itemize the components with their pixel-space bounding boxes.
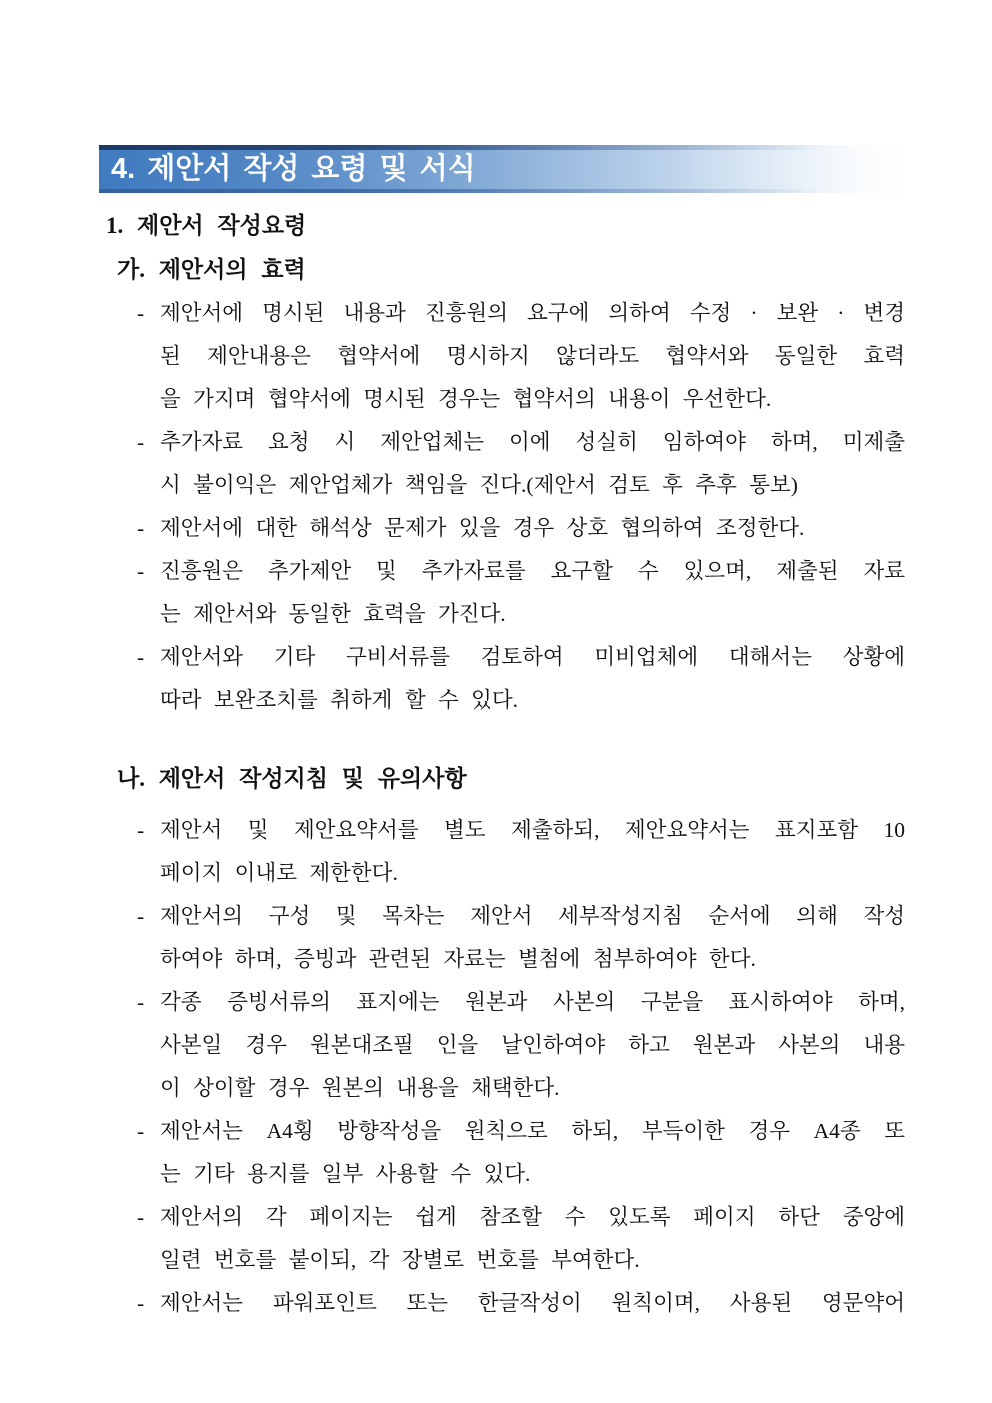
- bullet-item: [137, 981, 905, 1110]
- bullet-dash: -: [137, 301, 145, 325]
- bullet-line: 각종 증빙서류의 표지에는 원본과 사본의 구분을 표시하여야 하며,: [160, 990, 905, 1014]
- bullet-line: 제안서는 A4횡 방향작성을 원칙으로 하되, 부득이한 경우 A4종 또: [160, 1119, 905, 1143]
- bullet-line: 사본일 경우 원본대조필 인을 날인하여야 하고 원본과 사본의 내용: [160, 1033, 905, 1057]
- bullet-dash: -: [137, 645, 145, 669]
- bullet-line: 제안서의 각 페이지는 쉽게 참조할 수 있도록 페이지 하단 중앙에: [160, 1205, 905, 1229]
- bullet-line: 제안서는 파워포인트 또는 한글작성이 원칙이며, 사용된 영문약어: [160, 1291, 905, 1315]
- bullet-dash: -: [137, 1119, 145, 1143]
- bullet-item: [137, 292, 905, 421]
- bullet-dash: -: [137, 1291, 145, 1315]
- main-heading: 1. 제안서 작성요령: [106, 213, 307, 238]
- bullet-item: [137, 1110, 905, 1196]
- bullet-dash: -: [137, 430, 145, 454]
- bullet-list-ga: [137, 292, 905, 722]
- bullet-line: 일련 번호를 붙이되, 각 장별로 번호를 부여한다.: [160, 1248, 640, 1272]
- subsection-heading-na: 나. 제안서 작성지침 및 유의사항: [117, 766, 467, 791]
- bullet-line: 는 기타 용지를 일부 사용할 수 있다.: [160, 1162, 531, 1186]
- bullet-dash: -: [137, 516, 145, 540]
- bullet-line: 제안서에 대한 해석상 문제가 있을 경우 상호 협의하여 조정한다.: [160, 516, 805, 540]
- bullet-dash: -: [137, 818, 145, 842]
- section-title-banner: [99, 145, 907, 193]
- bullet-dash: -: [137, 904, 145, 928]
- subsection-heading-ga: 가. 제안서의 효력: [117, 257, 306, 282]
- bullet-line: 제안서 및 제안요약서를 별도 제출하되, 제안요약서는 표지포함 10: [160, 818, 905, 842]
- bullet-line: 진흥원은 추가제안 및 추가자료를 요구할 수 있으며, 제출된 자료: [160, 559, 905, 583]
- bullet-dash: -: [137, 1205, 145, 1229]
- bullet-line: 추가자료 요청 시 제안업체는 이에 성실히 임하여야 하며, 미제출: [160, 430, 905, 454]
- bullet-line: 는 제안서와 동일한 효력을 가진다.: [160, 602, 506, 626]
- bullet-dash: -: [137, 559, 145, 583]
- bullet-item: [137, 809, 905, 895]
- bullet-line: 제안서와 기타 구비서류를 검토하여 미비업체에 대해서는 상황에: [160, 645, 905, 669]
- bullet-line: 제안서에 명시된 내용과 진흥원의 요구에 의하여 수정 · 보완 · 변경: [160, 301, 905, 325]
- bullet-item: [137, 1196, 905, 1282]
- bullet-item: [137, 1282, 905, 1325]
- bullet-dash: -: [137, 990, 145, 1014]
- banner-title-text: 4. 제안서 작성 요령 및 서식: [111, 153, 476, 185]
- bullet-line: 페이지 이내로 제한한다.: [160, 861, 398, 885]
- bullet-line: 을 가지며 협약서에 명시된 경우는 협약서의 내용이 우선한다.: [160, 387, 772, 411]
- bullet-item: [137, 507, 905, 550]
- bullet-list-na: [137, 809, 905, 1325]
- bullet-item: [137, 636, 905, 722]
- bullet-line: 이 상이할 경우 원본의 내용을 채택한다.: [160, 1076, 560, 1100]
- bullet-item: [137, 421, 905, 507]
- bullet-line: 따라 보완조치를 취하게 할 수 있다.: [160, 688, 519, 712]
- bullet-line: 하여야 하며, 증빙과 관련된 자료는 별첨에 첨부하여야 한다.: [160, 947, 756, 971]
- bullet-item: [137, 550, 905, 636]
- bullet-item: [137, 895, 905, 981]
- bullet-line: 된 제안내용은 협약서에 명시하지 않더라도 협약서와 동일한 효력: [160, 344, 905, 368]
- bullet-line: 제안서의 구성 및 목차는 제안서 세부작성지침 순서에 의해 작성: [160, 904, 905, 928]
- bullet-line: 시 불이익은 제안업체가 책임을 진다.(제안서 검토 후 추후 통보): [160, 473, 798, 497]
